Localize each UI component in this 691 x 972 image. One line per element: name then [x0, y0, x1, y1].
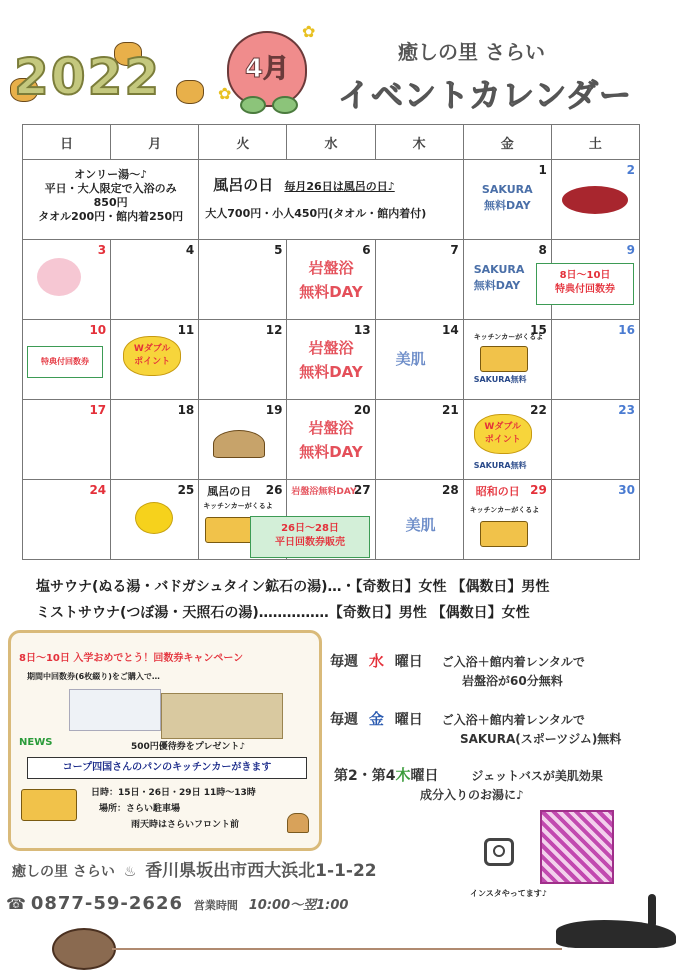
ticket-text: 500円優待券をプレゼント♪	[131, 742, 246, 752]
campaign-heading: 8日～10日 入学おめでとう！回数券キャンペーン	[19, 653, 244, 664]
weekly-wed-detail: 岩盤浴が60分無料	[462, 674, 563, 688]
weekday-thu: 木	[375, 125, 463, 160]
cat-tail	[648, 894, 656, 928]
day-number: 15	[530, 323, 547, 337]
tokuten-label: 特典付回数券	[41, 357, 89, 366]
furo-day-label: 風呂の日	[207, 485, 252, 498]
sauna-schedule-mist: ミストサウナ(つぼ湯・天照石の湯)……………【奇数日】男性 【偶数日】女性	[36, 605, 530, 621]
weekday-mon: 月	[111, 125, 199, 160]
day-number: 13	[353, 323, 371, 337]
ticket-image	[69, 689, 161, 731]
sale-range-arrow	[250, 516, 370, 558]
day-number: 8	[538, 243, 547, 257]
sakura-free-label: 無料DAY	[473, 279, 521, 292]
day-cell-19	[199, 400, 287, 480]
yarn-line	[112, 948, 562, 950]
phone-number: 0877-59-2626	[30, 893, 183, 914]
day-number: 28	[442, 483, 459, 497]
day-number: 11	[177, 323, 195, 337]
news-badge: NEWS	[19, 737, 53, 748]
year-heading: 2022	[14, 48, 162, 106]
kitchen-car-label: キッチンカーがくるよ	[473, 333, 544, 341]
yarn-ball-icon	[52, 928, 116, 970]
kitchen-car-label: キッチンカーがくるよ	[469, 506, 540, 514]
ganban-label: 岩盤浴	[308, 339, 354, 357]
onsen-icon: ♨	[123, 864, 137, 880]
day-number: 7	[450, 243, 459, 257]
day-cell-4	[111, 240, 199, 320]
weekly-fri	[330, 708, 585, 729]
point-label: ポイント	[134, 357, 171, 367]
sauna-schedule-salt: 塩サウナ(ぬる湯・バドガシュタイン鉱石の湯)…・【奇数日】女性 【偶数日】男性	[36, 579, 550, 595]
weekly-fri-detail: SAKURA(スポーツジム)無料	[460, 732, 622, 746]
day-cell-15	[463, 320, 551, 400]
day-number: 10	[89, 323, 107, 337]
leaf-icon	[240, 96, 266, 114]
ticket-image	[161, 693, 283, 739]
day-cell-11	[111, 320, 199, 400]
day-number: 3	[97, 243, 107, 257]
weekly-text: ご入浴＋館内着レンタルで	[441, 713, 585, 727]
event-calendar	[22, 124, 640, 560]
kitchen-car-icon	[480, 346, 528, 372]
ganban-label: 岩盤浴	[308, 419, 354, 437]
footer-facility	[12, 856, 377, 881]
day-cell-14	[375, 320, 463, 400]
bamboo-shoot-icon	[213, 430, 265, 458]
butterfly-icon: ✿	[302, 22, 316, 41]
qr-code	[540, 810, 614, 884]
sale-label: 平日回数券販売	[275, 537, 345, 548]
coop-heading: コープ四国さんのパンのキッチンカーがきます	[27, 757, 307, 779]
day-number: 14	[442, 323, 459, 337]
sakura-label: SAKURA	[481, 183, 533, 196]
ganban-free-label: 無料DAY	[299, 363, 363, 381]
day-number: 25	[177, 483, 195, 497]
day-cell-29	[463, 480, 551, 560]
sakura-free-label: 無料DAY	[483, 199, 531, 212]
day-cell-1	[463, 160, 551, 240]
day-cell-12	[199, 320, 287, 400]
point-label: ポイント	[484, 435, 521, 445]
weekly-suffix: 曜日	[410, 768, 439, 784]
weekly-thu	[334, 764, 603, 785]
day-cell-28	[375, 480, 463, 560]
sakura-free-label: SAKURA無料	[473, 375, 527, 384]
day-cell-23	[551, 400, 639, 480]
coop-date: 日時：15日・26日・29日 11時～13時	[91, 788, 256, 798]
tokuten-label: 特典付回数券	[555, 284, 615, 295]
day-number: 17	[89, 403, 107, 417]
hours-value: 10:00～翌1:00	[248, 898, 349, 913]
bread-icon	[287, 813, 309, 833]
day-cell-18	[111, 400, 199, 480]
day-cell-3	[23, 240, 111, 320]
weekly-prefix: 毎週	[330, 654, 358, 670]
day-cell-17	[23, 400, 111, 480]
weekday-header-row	[23, 125, 640, 160]
weekday-sat: 土	[551, 125, 639, 160]
onlyyu-line: 平日・大人限定で入浴のみ	[44, 182, 177, 195]
month-badge: 4月	[227, 31, 307, 107]
page-title: イベントカレンダー	[338, 76, 632, 114]
sakura-label: SAKURA	[473, 263, 525, 276]
bihada-label: 美肌	[395, 350, 426, 368]
facility-name: 癒しの里 さらい	[398, 40, 545, 64]
calendar-week-4	[23, 400, 640, 480]
weekday-highlight: 金	[368, 710, 384, 728]
day-cell-6	[287, 240, 375, 320]
hours-label: 営業時間	[193, 899, 238, 912]
day-number: 29	[530, 483, 547, 497]
news-box	[8, 630, 322, 851]
day-cell-22	[463, 400, 551, 480]
day-cell-2	[551, 160, 639, 240]
weekly-wed	[330, 650, 585, 671]
tokuten-arrow	[27, 346, 103, 378]
footer-phone-row	[6, 893, 348, 914]
furo-price: 大人700円・小人450円(タオル・館内着付)	[205, 207, 427, 220]
kitchen-car-icon	[21, 789, 77, 821]
day-number: 22	[530, 403, 547, 417]
onlyyu-line: オンリー湯～♪	[74, 168, 148, 181]
day-number: 27	[353, 483, 371, 497]
day-cell-25	[111, 480, 199, 560]
day-cell-20	[287, 400, 375, 480]
weekly-thu-detail: 成分入りのお湯に♪	[420, 788, 524, 802]
day-cell-24	[23, 480, 111, 560]
tokuten-range-arrow	[536, 263, 634, 305]
day-number: 18	[177, 403, 195, 417]
weekday-tue: 火	[199, 125, 287, 160]
instagram-label: インスタやってます♪	[470, 889, 547, 898]
coop-place: 場所：さらい駐車場	[99, 804, 181, 814]
weekday-sun: 日	[23, 125, 111, 160]
day-number: 16	[618, 323, 635, 337]
campaign-subtext: 期間中回数券(6枚綴り)をご購入で…	[27, 672, 160, 681]
instagram-icon	[484, 838, 514, 866]
onlyyu-line: 850円	[93, 196, 128, 209]
weekly-suffix: 曜日	[394, 654, 423, 670]
phone-icon: ☎	[6, 894, 26, 913]
day-number: 6	[362, 243, 371, 257]
dandelion-icon	[135, 502, 173, 534]
day-number: 21	[442, 403, 459, 417]
ganban-label: 岩盤浴	[308, 259, 354, 277]
day-number: 4	[185, 243, 195, 257]
day-cell-10	[23, 320, 111, 400]
day-number: 26	[265, 483, 283, 497]
kitchen-car-icon	[480, 521, 528, 547]
day-number: 24	[89, 483, 107, 497]
sakura-free-label: SAKURA無料	[473, 461, 527, 470]
day-cell-5	[199, 240, 287, 320]
w-double-label: Wダブル	[484, 422, 521, 432]
weekday-highlight: 木	[395, 766, 411, 784]
sale-range: 26日～28日	[281, 523, 339, 534]
day-number: 30	[618, 483, 635, 497]
coop-rain: 雨天時はさらいフロント前	[131, 820, 240, 830]
cat-icon	[556, 920, 676, 948]
weekly-prefix: 毎週	[330, 712, 358, 728]
w-double-point-badge	[123, 336, 181, 376]
w-double-label: Wダブル	[133, 344, 171, 354]
onlyyu-cell	[23, 160, 199, 240]
day-cell-7	[375, 240, 463, 320]
tiger-icon	[176, 80, 204, 104]
day-number: 9	[626, 243, 635, 257]
kitchen-car-label: キッチンカーがくるよ	[203, 502, 273, 510]
furo-title: 風呂の日	[213, 176, 274, 194]
showa-day-label: 昭和の日	[475, 485, 520, 498]
weekday-fri: 金	[463, 125, 551, 160]
weekday-highlight: 水	[368, 652, 384, 670]
butterfly-icon: ✿	[218, 84, 232, 103]
day-number: 19	[265, 403, 283, 417]
weekly-text: ご入浴＋館内着レンタルで	[441, 655, 585, 669]
day-cell-16	[551, 320, 639, 400]
furo-note: 毎月26日は風呂の日♪	[284, 180, 395, 193]
day-number: 12	[265, 323, 283, 337]
leaf-icon	[272, 96, 298, 114]
footer-address: 香川県坂出市西大浜北1-1-22	[145, 861, 377, 881]
onlyyu-line: タオル200円・館内着250円	[38, 210, 184, 223]
cherry-tree-icon	[37, 258, 81, 296]
day-cell-21	[375, 400, 463, 480]
day-number: 23	[618, 403, 635, 417]
weekly-text: ジェットバスが美肌効果	[471, 769, 603, 783]
w-double-point-badge	[474, 414, 532, 454]
weekly-prefix: 第2・第4	[334, 768, 396, 784]
bihada-label: 美肌	[405, 516, 436, 534]
day-number: 5	[274, 243, 283, 257]
kitchen-car-icon	[205, 517, 253, 543]
calendar-week-1	[23, 160, 640, 240]
day-number: 20	[353, 403, 371, 417]
day-cell-13	[287, 320, 375, 400]
weekly-suffix: 曜日	[394, 712, 423, 728]
day-number: 2	[626, 163, 635, 177]
ganban-free-label: 無料DAY	[299, 443, 363, 461]
day-number: 1	[538, 163, 547, 177]
tokuten-range: 8日～10日	[559, 270, 611, 281]
ganban-free-label: 無料DAY	[299, 283, 363, 301]
furo-cell	[199, 160, 463, 240]
weekday-wed: 水	[287, 125, 375, 160]
ganban-free-label: 岩盤浴無料DAY	[291, 487, 357, 497]
dango-icon	[562, 186, 628, 214]
calendar-week-3	[23, 320, 640, 400]
footer-name: 癒しの里 さらい	[12, 864, 115, 880]
day-cell-30	[551, 480, 639, 560]
